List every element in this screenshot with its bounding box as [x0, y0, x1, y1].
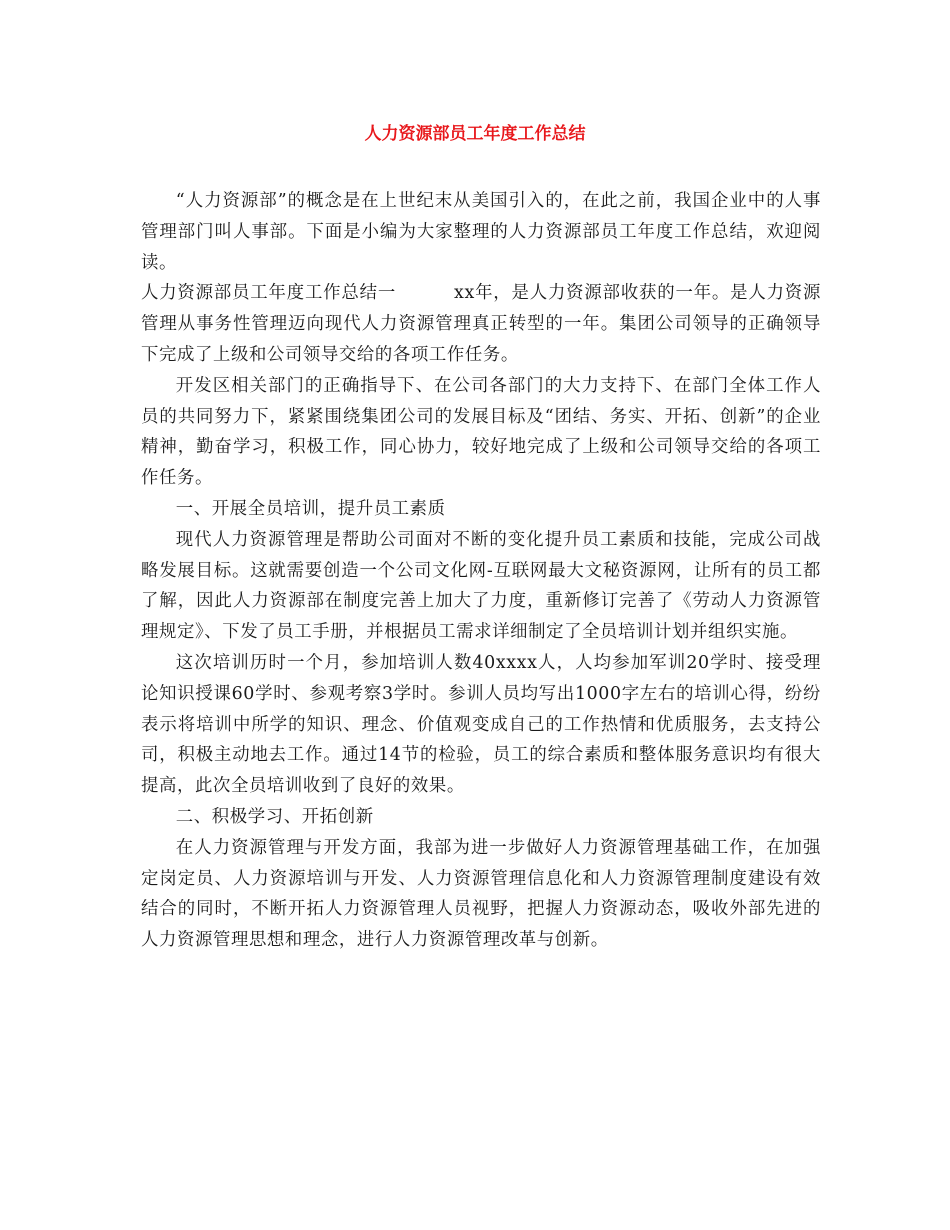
- body-paragraph: 现代人力资源管理是帮助公司面对不断的变化提升员工素质和技能，完成公司战略发展目标。这就需要创造一个公司文化网-互联网最大文秘资源网，让所有的员工都了解，因此人力资源部在制度完善上加大了力度，重新修订完善了《劳动人力资源管理规定》、下发了员工手册，并根据员工需求详细制定了全员培训计划并组织实施。: [141, 529, 821, 643]
- section-heading-innovation: 二、积极学习、开拓创新: [175, 806, 374, 827]
- section-one-text: xx年，是人力资源部收获的一年。是人力资源管理从事务性管理迈向现代人力资源管理真正转型的一年。集团公司领导的正确领导下完成了上级和公司领导交给的各项工作任务。: [141, 283, 821, 365]
- intro-paragraph: “人力资源部”的概念是在上世纪末从美国引入的，在此之前，我国企业中的人事管理部门叫人事部。下面是小编为大家整理的人力资源部员工年度工作总结，欢迎阅读。: [141, 191, 821, 273]
- section-one-heading: 人力资源部员工年度工作总结一: [141, 283, 397, 304]
- body-paragraph: 在人力资源管理与开发方面，我部为进一步做好人力资源管理基础工作，在加强定岗定员、人力资源培训与开发、人力资源管理信息化和人力资源管理制度建设有效结合的同时，不断开拓人力资源管理人员视野，把握人力资源动态，吸收外部先进的人力资源管理思想和理念，进行人力资源管理改革与创新。: [141, 837, 821, 951]
- document-body: [141, 186, 821, 956]
- document-title: 人力资源部员工年度工作总结: [364, 124, 586, 144]
- body-paragraph: 这次培训历时一个月，参加培训人数40xxxx人，人均参加军训20学时、接受理论知识授课60学时、参观考察3学时。参训人员均写出1000字左右的培训心得，纷纷表示将培训中所学的知识、理念、价值观变成自己的工作热情和优质服务，去支持公司，积极主动地去工作。通过14节的检验，员工的综合素质和整体服务意识均有很大提高，此次全员培训收到了良好的效果。: [141, 652, 821, 797]
- section-one-paragraph: [141, 278, 821, 370]
- section-heading-training: 一、开展全员培训，提升员工素质: [175, 498, 446, 519]
- body-paragraph: 开发区相关部门的正确指导下、在公司各部门的大力支持下、在部门全体工作人员的共同努力下，紧紧围绕集团公司的发展目标及“团结、务实、开拓、创新”的企业精神，勤奋学习，积极工作，同心协力，较好地完成了上级和公司领导交给的各项工作任务。: [141, 375, 821, 489]
